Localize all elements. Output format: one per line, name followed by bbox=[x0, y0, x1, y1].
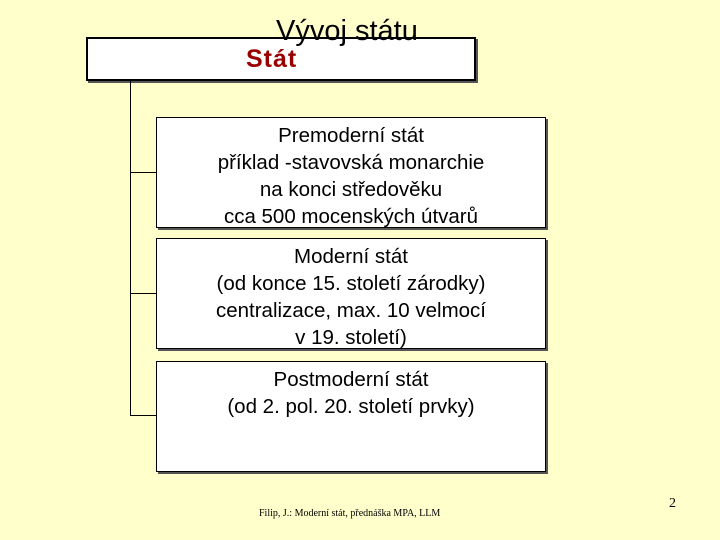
node-line: Moderní stát bbox=[294, 245, 408, 268]
child-node-premodern bbox=[156, 117, 546, 228]
node-line: cca 500 mocenských útvarů bbox=[223, 205, 479, 228]
child-node-postmodern bbox=[156, 361, 546, 472]
node-line: příklad -stavovská monarchie bbox=[217, 151, 485, 174]
node-line: (od konce 15. století zárodky) bbox=[216, 272, 486, 295]
node-line: centralizace, max. 10 velmocí bbox=[215, 299, 487, 322]
footer-citation: Filip, J.: Moderní stát, přednáška MPA, LLM bbox=[259, 508, 441, 519]
node-line: Postmoderní stát bbox=[273, 368, 429, 391]
node-line: v 19. století) bbox=[295, 326, 407, 349]
page-number: 2 bbox=[669, 496, 676, 511]
connector-branch-2 bbox=[130, 293, 156, 294]
node-line: (od 2. pol. 20. století prvky) bbox=[227, 395, 475, 418]
node-line: Premoderní stát bbox=[278, 124, 424, 147]
root-node-label: Stát bbox=[246, 45, 298, 73]
connector-branch-1 bbox=[130, 172, 156, 173]
slide-title: Vývoj státu bbox=[276, 15, 418, 47]
connector-branch-3 bbox=[130, 415, 156, 416]
node-line: na konci středověku bbox=[259, 178, 443, 201]
connector-trunk bbox=[130, 81, 131, 415]
child-node-modern bbox=[156, 238, 546, 349]
